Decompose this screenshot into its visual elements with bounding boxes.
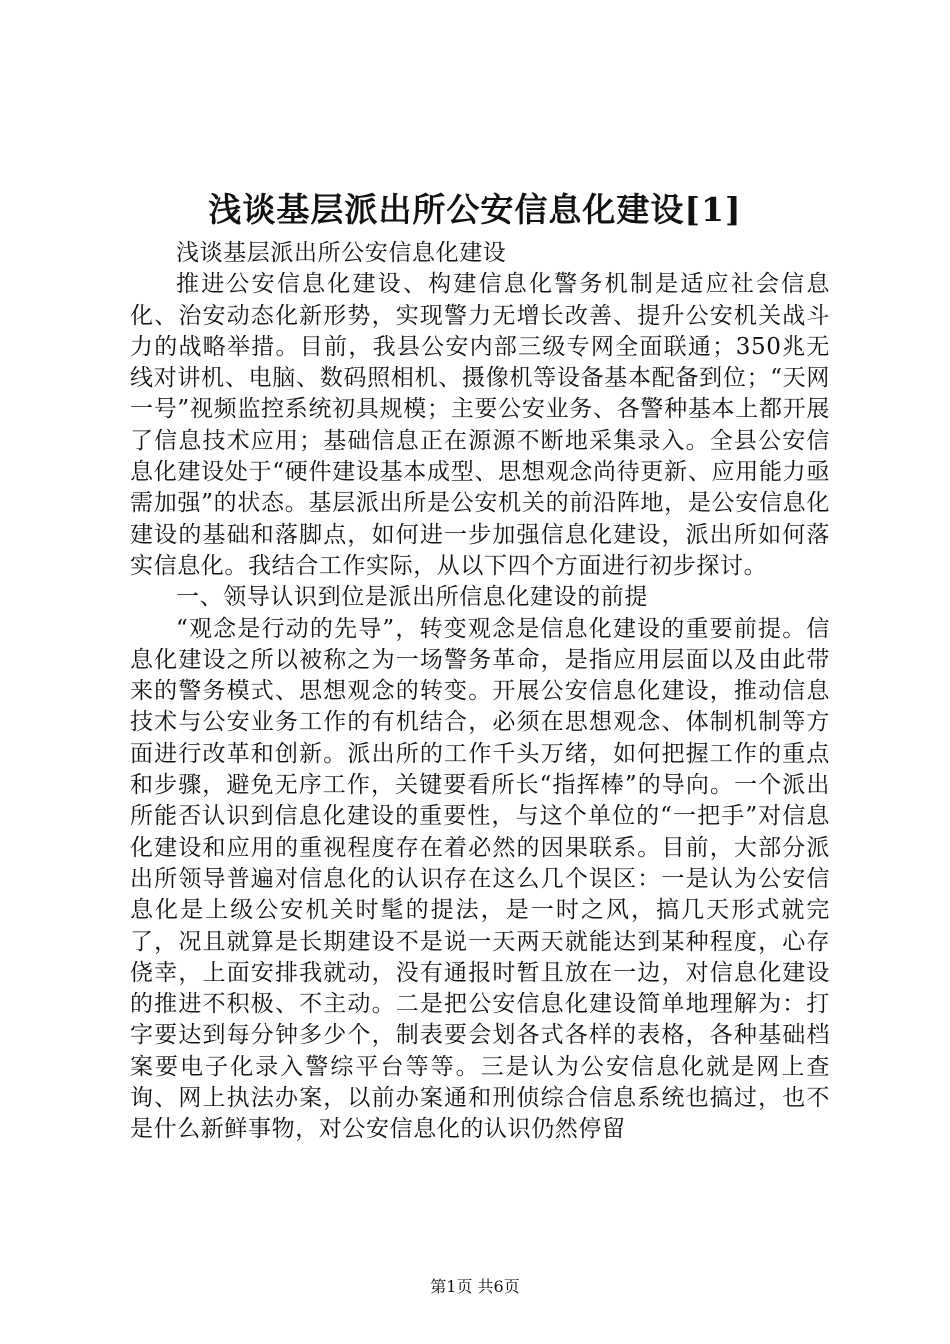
paragraph-section-1: “观念是行动的先导”，转变观念是信息化建设的重要前提。信息化建设之所以被称之为一场警务革命，是指应用层面以及由此带来的警务模式、思想观念的转变。开展公安信息化建设，推动信息技术与公安业务工作的有机结合，必须在思想观念、体制机制等方面进行改革和创新。派出所的工作千头万绪，如何把握工作的重点和步骤，避免无序工作，关键要看所长“指挥棒”的导向。一个派出所能否认识到信息化建设的重要性，与这个单位的“一把手”对信息化建设和应用的重视程度存在着必然的因果联系。目前，大部分派出所领导普遍对信息化的认识存在这么几个误区：一是认为公安信息化是上级公安机关时髦的提法，是一时之风，搞几天形式就完了，况且就算是长期建设不是说一天两天就能达到某种程度，心存侥幸，上面安排我就动，没有通报时暂且放在一边，对信息化建设的推进不积极、不主动。二是把公安信息化建设简单地理解为：打字要达到每分钟多少个，制表要会划各式各样的表格，各种基础档案要电子化录入警综平台等等。三是认为公安信息化就是网上查询、网上执法办案，以前办案通和刑侦综合信息系统也搞过，也不是什么新鲜事物，对公安信息化的认识仍然停留 bbox=[130, 615, 830, 1143]
document-title: 浅谈基层派出所公安信息化建设[1] bbox=[208, 190, 742, 229]
paragraph-intro: 推进公安信息化建设、构建信息化警务机制是适应社会信息化、治安动态化新形势，实现警力无增长改善、提升公安机关战斗力的战略举措。目前，我县公安内部三级专网全面联通；350兆无线对讲机、电脑、数码照相机、摄像机等设备基本配备到位；“天网一号”视频监控系统初具规模；主要公安业务、各警种基本上都开展了信息技术应用；基础信息正在源源不断地采集录入。全县公安信息化建设处于“硬件建设基本成型、思想观念尚待更新、应用能力亟需加强”的状态。基层派出所是公安机关的前沿阵地，是公安信息化建设的基础和落脚点，如何进一步加强信息化建设，派出所如何落实信息化。我结合工作实际，从以下四个方面进行初步探讨。 bbox=[130, 271, 830, 579]
document-subtitle: 浅谈基层派出所公安信息化建设 bbox=[176, 240, 507, 266]
page-footer: 第1页 共6页 bbox=[430, 1277, 520, 1296]
section-heading-1: 一、领导认识到位是派出所信息化建设的前提 bbox=[176, 584, 648, 611]
document-body bbox=[130, 238, 830, 1146]
